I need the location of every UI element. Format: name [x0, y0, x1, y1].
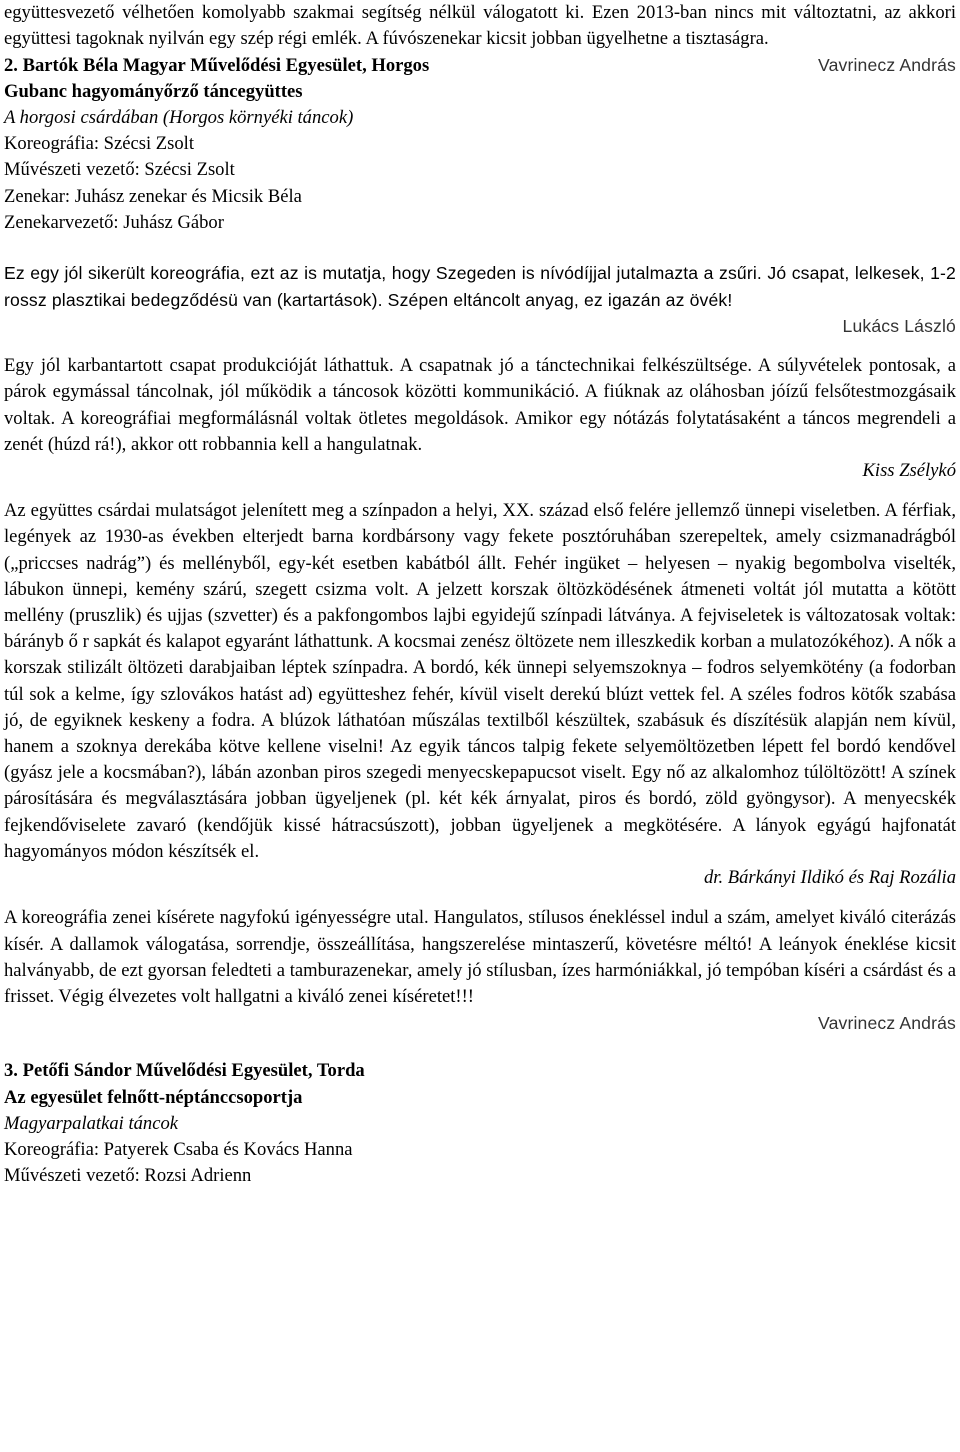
- review-3-signature: dr. Bárkányi Ildikó és Raj Rozália: [703, 867, 956, 889]
- review-2-signature: Kiss Zsélykó: [862, 460, 956, 482]
- review-1: [4, 260, 956, 339]
- entry-2-group: Gubanc hagyományőrző táncegyüttes: [4, 80, 303, 102]
- review-1-signature: Lukács László: [842, 316, 956, 337]
- entry-3-heading: 3. Petőfi Sándor Művelődési Egyesület, Torda: [4, 1060, 365, 1082]
- entry-3-group: Az egyesület felnőtt-néptánccsoportja: [4, 1086, 303, 1108]
- entry-2-piece: A horgosi csárdában (Horgos környéki táncok): [4, 107, 354, 129]
- entry-3-artistic-director: Művészeti vezető: Rozsi Adrienn: [4, 1165, 252, 1187]
- review-4-signature: Vavrinecz András: [817, 1013, 956, 1034]
- review-4: [4, 905, 956, 1036]
- review-3-text: Az együttes csárdai mulatságot jelenített meg a színpadon a helyi, XX. század első felére jellemző ünnepi viseletben. A férfiak, legények az 1930-as években elterjedt barna kordbársony vagy fekete posztóruhában szerepeltek, amely csizmanadrágból („priccses nadrág”) és mellényből, egy-két esetben kabátból állt. Fehér ingüket – helyesen – nyakig begombolva viselték, lábukon ünnepi, kemény szárú, szegett csizma volt. A jelzett korszak öltözködésének átmeneti voltát jól mutatta a kötött mellény (pruszlik) és ujjas (szvetter) és a pakfongombos lajbi egyidejű színpadi látványa. A fejviseletek is változatosak voltak: bárányb ő r sapkát és kalapot egyaránt láthattunk. A kocsmai zenész öltözete nem illeszkedik korban a mulatozókéhoz). A nők a korszak stilizált öltözeti darabjaiban léptek színpadra. A bordó, kék ünnepi selyemszoknya – fodros selyemkötény (a fodorban túl sok a kelme, így szlovákos hatást ad) együtteshez fehér, kívül viselt derekú blúzt vettek fel. A széles fodros kötők szabása jó, de egyiknek keskeny a fodra. A blúzok láthatóan műszálas textilből készültek, szabásuk és díszítésük alapján nem kívül, hanem a szoknya derekába kötve kellene viselni! Az egyik táncos talpig fekete selyemöltözetben lépett fel bordó kendővel (gyász jele a kocsmában?), lábán azonban piros szegedi menyecskepapucsot viselt. Egy nő az alkalomhoz túlöltözött! A színek párosítására és megválasztására jobban ügyeljenek (pl. két kék árnyalat, piros és bordó, zöld gyöngysor). A menyecskék fejkendőviselete zavaró (kendőjük kissé hátracsúszott), jobban ügyeljenek a megkötésére. A lányok egyágú hajfonatát hagyományos módon készítsék el.: [4, 500, 956, 862]
- review-2: [4, 353, 956, 484]
- entry-2-header: [4, 53, 564, 236]
- entry-2-heading: 2. Bartók Béla Magyar Művelődési Egyesület, Horgos: [4, 54, 430, 76]
- entry-3-choreography: Koreográfia: Patyerek Csaba és Kovács Hanna: [4, 1138, 353, 1160]
- intro-signature: Vavrinecz András: [817, 55, 956, 76]
- entry-3-piece: Magyarpalatkai táncok: [4, 1112, 179, 1134]
- review-1-text: Ez egy jól sikerült koreográfia, ezt az is mutatja, hogy Szegeden is nívódíjjal jutalmazta a zsűri. Jó csapat, lelkesek, 1-2 rossz plasztikai bedegződésü van (kartartások). Szépen eltáncolt anyag, ez igazán az övék!: [4, 263, 956, 310]
- review-3: [4, 498, 956, 891]
- review-4-text: A koreográfia zenei kísérete nagyfokú igényességre utal. Hangulatos, stílusos énekléssel indul a szám, amelyet kiváló citerázás kísér. A dallamok válogatása, sorrendje, összeállítása, hangszerelése mintaszerű, követésre méltó! A leányok éneklése kicsit halványabb, de ezt gyorsan feledteti a tamburazenekar, amely jó stílusban, ízes harmóniákkal, jó tempóban kíséri a csárdást és a frisset. Végig élvezetes volt hallgatni a kiváló zenei kíséretet!!!: [4, 907, 956, 1007]
- entry-3-header: [4, 1058, 956, 1189]
- document-page: [4, 0, 956, 1189]
- entry-2-artistic-director: Művészeti vezető: Szécsi Zsolt: [4, 159, 235, 181]
- intro-paragraph: együttesvezető vélhetően komolyabb szakmai segítség nélkül válogatott ki. Ezen 2013-ban nincs mit változtatni, az akkori együttesi tagoknak nyilván egy szép régi emlék. A fúvószenekar kicsit jobban ügyelhetne a tisztaságra.: [4, 2, 956, 50]
- review-2-text: Egy jól karbantartott csapat produkcióját láthattuk. A csapatnak jó a tánctechnikai felkészültsége. A súlyvételek pontosak, a párok egymással táncolnak, jól működik a táncosok közötti kommunikáció. A fiúknak az oláhosban jóízű felsőtestmozgásaik voltak. A koreográfiai megformálásnál voltak ötletes megoldások. Amikor egy nótázás folytatásaként a táncos megrendeli a zenét (húzd rá!), akkor ott robbannia kell a hangulatnak.: [4, 355, 956, 455]
- entry-2-band-leader: Zenekarvezető: Juhász Gábor: [4, 211, 224, 233]
- entry-2-band: Zenekar: Juhász zenekar és Micsik Béla: [4, 185, 302, 207]
- entry-2-choreography: Koreográfia: Szécsi Zsolt: [4, 133, 195, 155]
